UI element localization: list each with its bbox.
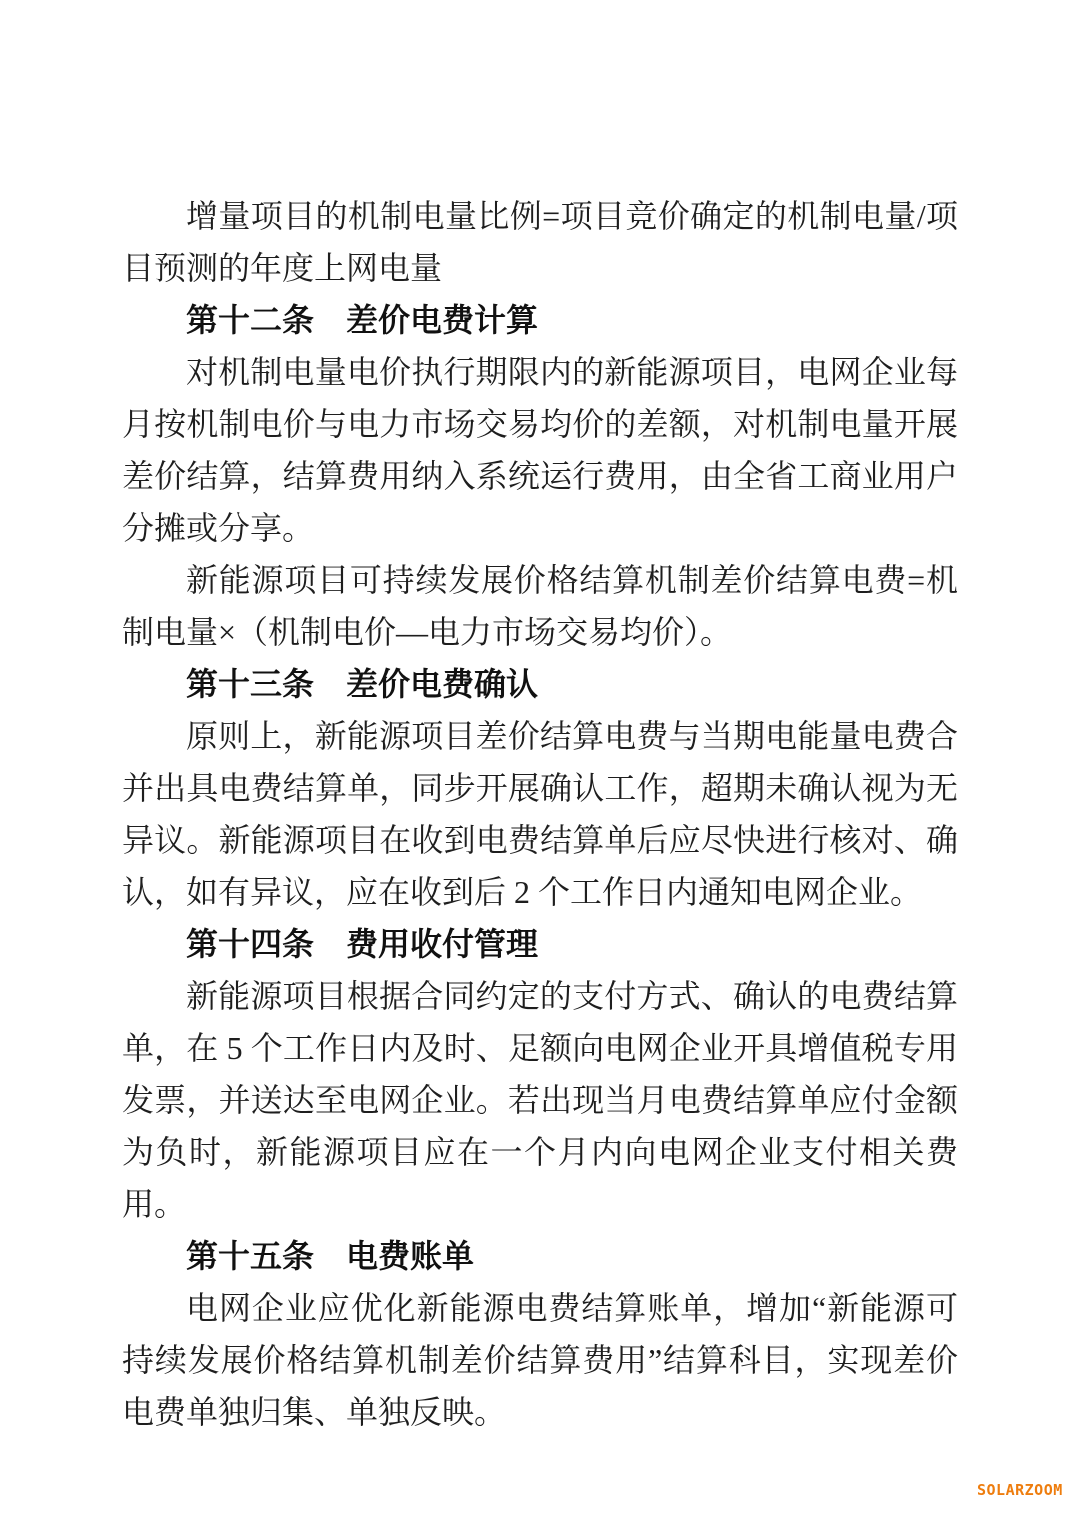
article-heading-14: 第十四条 费用收付管理 [186,926,539,962]
document-paragraph: 电网企业应优化新能源电费结算账单，增加“新能源可持续发展价格结算机制差价结算费用”结算科目，实现差价电费单独归集、单独反映。 [122,1290,958,1430]
document-page [122,190,958,1438]
article-heading-15: 第十五条 电费账单 [186,1238,475,1274]
article-heading-13: 第十三条 差价电费确认 [186,666,539,702]
solarzoom-watermark: SOLARZOOM [977,1481,1063,1499]
document-paragraph: 原则上，新能源项目差价结算电费与当期电能量电费合并出具电费结算单，同步开展确认工作，超期未确认视为无异议。新能源项目在收到电费结算单后应尽快进行核对、确认，如有异议，应在收到后 2 个工作日内通知电网企业。 [122,718,958,910]
article-heading-12: 第十二条 差价电费计算 [186,302,539,338]
document-paragraph-formula: 新能源项目可持续发展价格结算机制差价结算电费=机制电量×（机制电价—电力市场交易均价）。 [122,562,958,650]
document-paragraph: 新能源项目根据合同约定的支付方式、确认的电费结算单，在 5 个工作日内及时、足额向电网企业开具增值税专用发票，并送达至电网企业。若出现当月电费结算单应付金额为负时，新能源项目应在一个月内向电网企业支付相关费用。 [122,978,958,1222]
document-paragraph: 增量项目的机制电量比例=项目竞价确定的机制电量/项目预测的年度上网电量 [122,198,958,286]
document-paragraph: 对机制电量电价执行期限内的新能源项目，电网企业每月按机制电价与电力市场交易均价的差额，对机制电量开展差价结算，结算费用纳入系统运行费用，由全省工商业用户分摊或分享。 [122,354,958,546]
